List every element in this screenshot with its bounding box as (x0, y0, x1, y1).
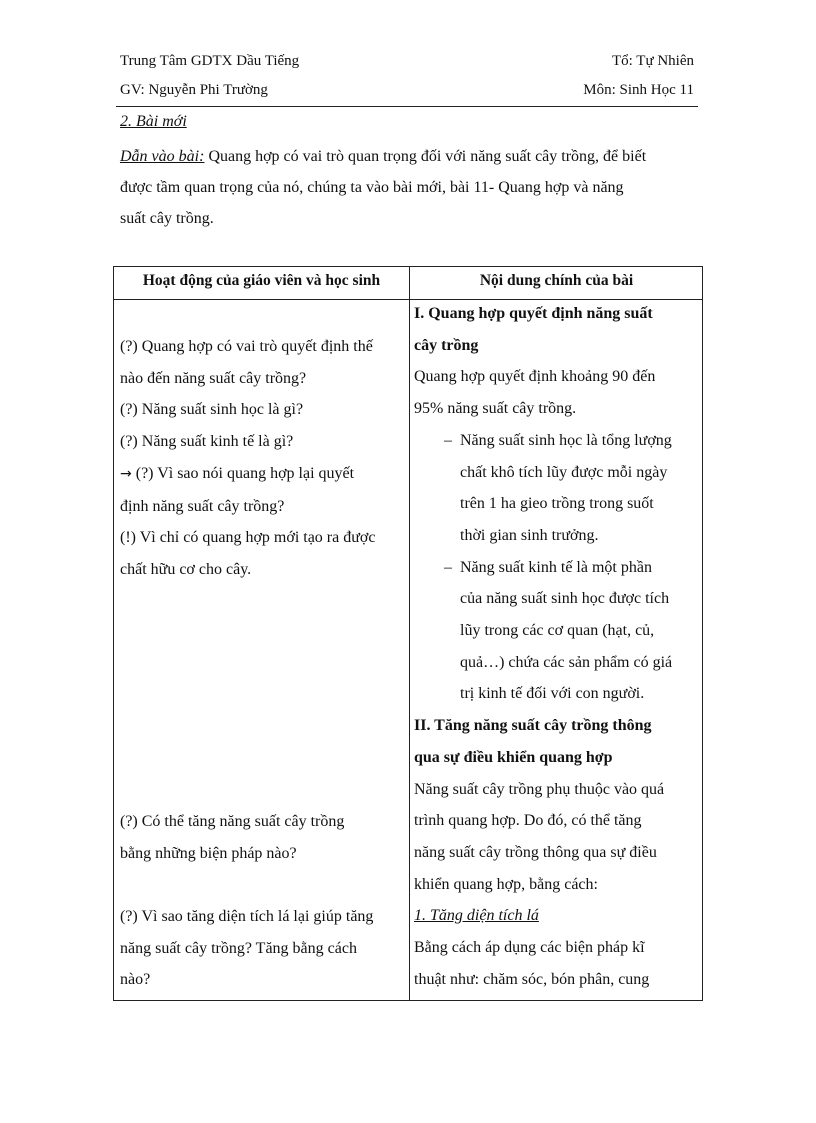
question-line: (?) Quang hợp có vai trò quyết định thế (120, 338, 373, 355)
left-questions-group-3 (120, 901, 404, 996)
bullet-dash-icon: – (444, 431, 452, 449)
question-line: năng suất cây trồng? Tăng bằng cách (120, 939, 357, 957)
department: Tổ: Tự Nhiên (611, 53, 694, 69)
question-line: (?) Năng suất kinh tế là gì? (120, 433, 294, 451)
subheading-line: 1. Tăng diện tích lá (414, 907, 539, 925)
right-content (414, 298, 698, 995)
question-line: (?) Vì sao tăng diện tích lá lại giúp tăng (120, 908, 374, 925)
bullet-dash-icon: – (444, 558, 452, 576)
answer-line: chất hữu cơ cho cây. (120, 560, 252, 578)
question-line: (?) Có thể tăng năng suất cây trồng (120, 813, 345, 830)
right-column-header: Nội dung chính của bài (479, 272, 634, 289)
paragraph-line: Quang hợp quyết định khoảng 90 đến (414, 368, 656, 386)
bullet-line: Năng suất kinh tế là một phần (460, 558, 652, 576)
bullet-line: chất khô tích lũy được mỗi ngày (460, 463, 668, 481)
question-line: (?) Vì sao nói quang hợp lại quyết (131, 464, 355, 482)
intro-line: Quang hợp có vai trò quan trọng đối với năng suất cây trồng, để biết (204, 148, 647, 165)
bullet-line: quả…) chứa các sản phẩm có giá (460, 653, 673, 671)
bullet-line: của năng suất sinh học được tích (460, 590, 670, 608)
section-title: 2. Bài mới (120, 113, 187, 130)
intro-line: suất cây trồng. (120, 210, 214, 227)
intro-line: được tầm quan trọng của nó, chúng ta vào bài mới, bài 11- Quang hợp và năng (120, 179, 624, 196)
intro-paragraph (120, 141, 700, 234)
bullet-line: Năng suất sinh học là tổng lượng (460, 431, 672, 449)
question-line: nào đến năng suất cây trồng? (120, 369, 307, 387)
paragraph-line: trình quang hợp. Do đó, có thể tăng (414, 812, 642, 830)
teacher-name: GV: Nguyễn Phi Trường (120, 82, 268, 98)
question-line: nào? (120, 971, 151, 989)
lesson-table (113, 266, 703, 1001)
question-line: định năng suất cây trồng? (120, 497, 285, 515)
header-divider (116, 106, 698, 107)
paragraph-line: năng suất cây trồng thông qua sự điều (414, 843, 657, 861)
paragraph-line: Bằng cách áp dụng các biện pháp kĩ (414, 939, 645, 957)
paragraph-line: Năng suất cây trồng phụ thuộc vào quá (414, 780, 665, 798)
bullet-line: trên 1 ha gieo trồng trong suốt (460, 495, 654, 513)
heading-1-line: cây trồng (414, 336, 479, 354)
column-divider (409, 267, 410, 1000)
heading-1-line: I. Quang hợp quyết định năng suất (414, 305, 653, 322)
subject-name: Môn: Sinh Học 11 (583, 82, 694, 98)
header-row-1 (120, 53, 694, 70)
left-questions-group-2 (120, 806, 404, 869)
question-line: bằng những biện pháp nào? (120, 844, 297, 862)
left-column-header: Hoạt động của giáo viên và học sinh (142, 272, 381, 289)
answer-line: (!) Vì chỉ có quang hợp mới tạo ra được (120, 529, 376, 547)
paragraph-line: 95% năng suất cây trồng. (414, 400, 577, 418)
heading-2-line: qua sự điều khiển quang hợp (414, 748, 613, 766)
header-row-2 (120, 82, 694, 99)
intro-lead-label: Dẫn vào bài: (120, 148, 205, 165)
center-name: Trung Tâm GDTX Dầu Tiếng (120, 53, 300, 69)
left-questions-group-1 (120, 331, 404, 586)
arrow-right-icon: → (120, 465, 132, 482)
heading-2-line: II. Tăng năng suất cây trồng thông (414, 717, 652, 735)
bullet-line: trị kinh tế đối với con người. (460, 685, 645, 703)
bullet-line: thời gian sinh trưởng. (460, 526, 599, 544)
question-line: (?) Năng suất sinh học là gì? (120, 401, 304, 419)
bullet-line: lũy trong các cơ quan (hạt, củ, (460, 622, 655, 640)
paragraph-line: khiển quang hợp, bằng cách: (414, 875, 598, 893)
paragraph-line: thuật như: chăm sóc, bón phân, cung (414, 970, 650, 988)
